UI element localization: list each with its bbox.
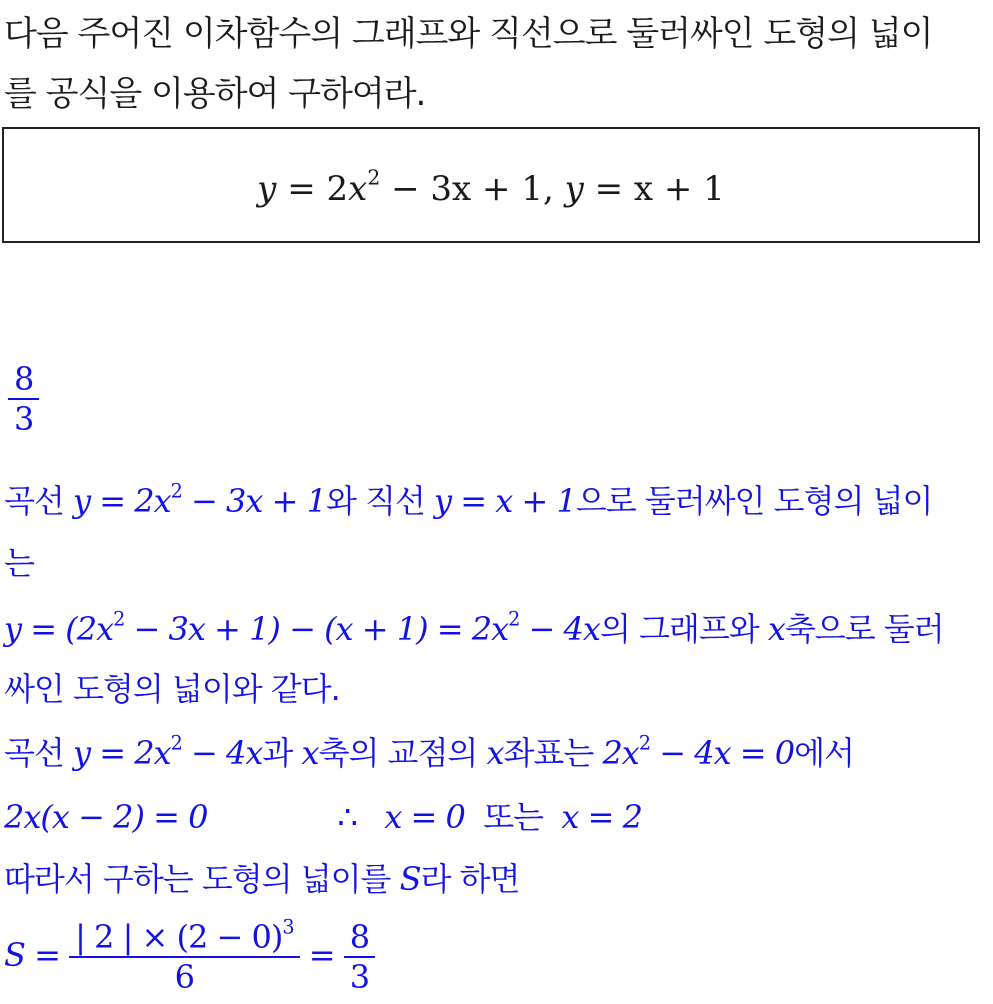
solution-line-8 (4, 915, 375, 996)
text-segment: 과 (262, 734, 302, 772)
therefore-symbol: ∴ (337, 798, 357, 836)
question-line-2: 를 공식을 이용하여 구하여라. (4, 74, 426, 114)
formula-segment: 2x (602, 734, 639, 772)
text-segment: 와 직선 (325, 482, 435, 520)
text-segment: 의 그래프와 (599, 610, 768, 648)
text-segment: 으로 둘러싸인 도형의 넓이 (575, 482, 933, 520)
formula-segment: − 4x (519, 610, 600, 648)
text-segment: 라 하면 (420, 860, 520, 898)
area-denominator: 6 (174, 958, 194, 996)
result-numerator: 8 (349, 918, 370, 956)
result-fraction (344, 918, 375, 996)
formula-segment: − 4x = 0 (650, 734, 795, 772)
answer-value (8, 360, 39, 438)
answer-fraction (8, 360, 39, 438)
variable: S (399, 860, 421, 898)
given-formula (4, 165, 978, 209)
given-f1-exp: 2 (367, 165, 381, 190)
question-line-1: 다음 주어진 이차함수의 그래프와 직선으로 둘러싸인 도형의 넓이 (4, 14, 933, 54)
result-denominator: 3 (349, 958, 370, 996)
variable: x (301, 734, 319, 772)
area-fraction (69, 915, 299, 996)
solution-line-6 (4, 792, 642, 838)
given-f1-x: x (348, 169, 368, 209)
exponent: 3 (282, 915, 294, 939)
text-segment: 좌표는 (503, 734, 603, 772)
text-segment: 곡선 (4, 734, 73, 772)
given-f1-eq: = 2 (276, 169, 349, 209)
formula-segment: y = x + 1 (434, 482, 576, 520)
solution-line-5 (4, 728, 854, 774)
solution-line-1 (4, 476, 932, 522)
formula-segment: x = 0 (384, 798, 465, 836)
text-segment: 따라서 구하는 도형의 넓이를 (4, 860, 400, 898)
text-segment: 축의 교점의 (318, 734, 487, 772)
exponent: 2 (170, 731, 182, 755)
given-f2-lhs: y (564, 169, 584, 209)
answer-numerator: 8 (14, 360, 34, 398)
text-segment: 또는 (483, 798, 544, 836)
formula-segment: x = 2 (561, 798, 642, 836)
exponent: 2 (170, 479, 182, 503)
exponent: 2 (638, 731, 651, 755)
solution-line-4: 싸인 도형의 넓이와 같다. (4, 670, 340, 708)
given-formula-box (2, 127, 980, 243)
solution-line-7 (4, 854, 519, 900)
formula-segment: y = (2x (4, 610, 114, 648)
formula-segment: − 3x + 1 (181, 482, 326, 520)
given-f2-rest: = x + 1 (583, 169, 725, 209)
given-f1-lhs: y (257, 169, 277, 209)
equals-sign: = (24, 936, 70, 974)
exponent: 2 (508, 607, 520, 631)
text-segment: 축으로 둘러 (784, 610, 944, 648)
solution-line-2: 는 (4, 544, 34, 582)
formula-segment: − 3x + 1) − (x + 1) = 2x (124, 610, 509, 648)
given-f1-rest: − 3x + 1, (380, 169, 565, 209)
formula-segment: − 4x (181, 734, 263, 772)
variable: x (486, 734, 504, 772)
text-segment: 곡선 (4, 482, 73, 520)
formula-segment: y = 2x (73, 482, 171, 520)
equals-sign: = (299, 936, 344, 974)
text-segment: 에서 (794, 734, 854, 772)
formula-segment: y = 2x (73, 734, 171, 772)
answer-denominator: 3 (14, 400, 34, 438)
variable: x (767, 610, 785, 648)
exponent: 2 (113, 607, 125, 631)
area-numerator (69, 915, 299, 956)
solution-line-3 (4, 604, 944, 650)
numerator-text: | 2 | × (2 − 0) (75, 918, 283, 956)
formula-segment: 2x(x − 2) = 0 (4, 798, 208, 836)
variable: S (4, 936, 25, 974)
